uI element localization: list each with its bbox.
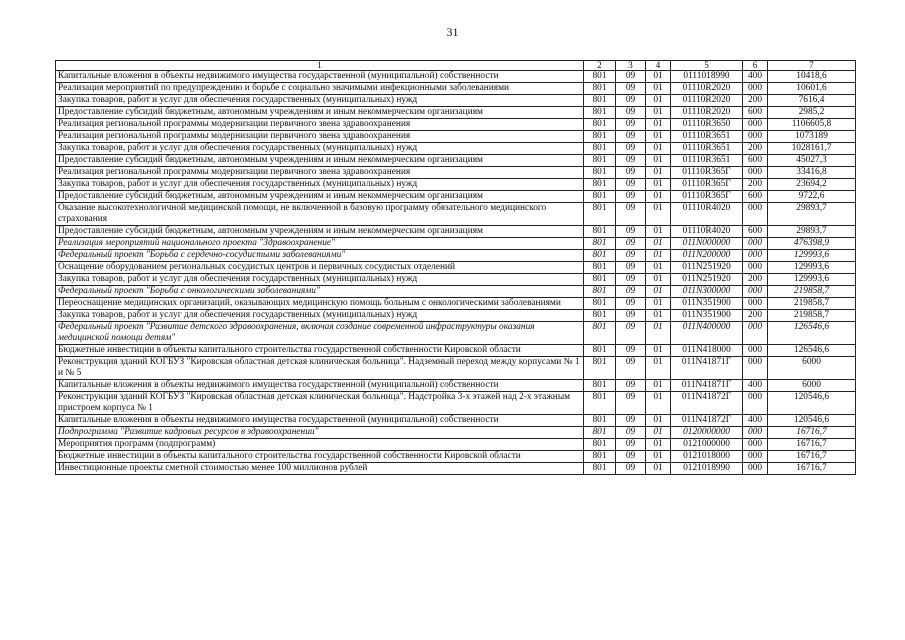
row-rz: 09 xyxy=(616,71,646,83)
row-name: Оснащение оборудованием региональных сосудистых центров и первичных сосудистых отделений xyxy=(56,262,584,274)
table-row xyxy=(56,427,856,439)
row-ved: 801 xyxy=(584,322,616,345)
budget-table xyxy=(55,60,856,475)
row-pr: 01 xyxy=(646,250,671,262)
page-number: 31 xyxy=(446,25,459,39)
header-col-pr: 4 xyxy=(646,61,671,71)
table-row xyxy=(56,451,856,463)
row-ved: 801 xyxy=(584,83,616,95)
row-rz: 09 xyxy=(616,427,646,439)
row-rz: 09 xyxy=(616,463,646,475)
row-pr: 01 xyxy=(646,143,671,155)
row-name: Предоставление субсидий бюджетным, автономным учреждениям и иным некоммерческим организациям xyxy=(56,191,584,203)
row-cs: 01110R3651 xyxy=(671,131,743,143)
row-rz: 09 xyxy=(616,298,646,310)
row-ved: 801 xyxy=(584,274,616,286)
row-vr: 000 xyxy=(743,238,768,250)
row-rz: 09 xyxy=(616,95,646,107)
row-pr: 01 xyxy=(646,310,671,322)
row-name: Подпрограмма "Развитие кадровых ресурсов в здравоохранении" xyxy=(56,427,584,439)
row-ved: 801 xyxy=(584,107,616,119)
row-pr: 01 xyxy=(646,451,671,463)
header-col-sum: 7 xyxy=(768,61,856,71)
row-pr: 01 xyxy=(646,439,671,451)
row-pr: 01 xyxy=(646,380,671,392)
row-sum: 16716,7 xyxy=(768,427,856,439)
row-cs: 011N418000 xyxy=(671,345,743,357)
row-rz: 09 xyxy=(616,439,646,451)
row-name: Реализация региональной программы модернизации первичного звена здравоохранения xyxy=(56,131,584,143)
row-rz: 09 xyxy=(616,143,646,155)
row-cs: 011N400000 xyxy=(671,322,743,345)
table-row xyxy=(56,191,856,203)
table-row xyxy=(56,83,856,95)
row-cs: 011N251920 xyxy=(671,274,743,286)
row-cs: 011N41871Г xyxy=(671,380,743,392)
header-col-vr: 6 xyxy=(743,61,768,71)
row-name: Реализация региональной программы модернизации первичного звена здравоохранения xyxy=(56,119,584,131)
row-sum: 10601,6 xyxy=(768,83,856,95)
row-pr: 01 xyxy=(646,262,671,274)
row-sum: 126546,6 xyxy=(768,345,856,357)
row-sum: 219858,7 xyxy=(768,298,856,310)
row-vr: 000 xyxy=(743,250,768,262)
row-ved: 801 xyxy=(584,191,616,203)
table-row xyxy=(56,95,856,107)
row-ved: 801 xyxy=(584,167,616,179)
row-vr: 000 xyxy=(743,262,768,274)
row-vr: 200 xyxy=(743,143,768,155)
row-name: Предоставление субсидий бюджетным, автономным учреждениям и иным некоммерческим организациям xyxy=(56,226,584,238)
row-vr: 200 xyxy=(743,310,768,322)
row-vr: 600 xyxy=(743,107,768,119)
row-rz: 09 xyxy=(616,310,646,322)
row-rz: 09 xyxy=(616,392,646,415)
row-name: Закупка товаров, работ и услуг для обеспечения государственных (муниципальных) нужд xyxy=(56,95,584,107)
header-col-ved: 2 xyxy=(584,61,616,71)
row-cs: 01110R3651 xyxy=(671,143,743,155)
row-ved: 801 xyxy=(584,439,616,451)
row-pr: 01 xyxy=(646,415,671,427)
row-vr: 000 xyxy=(743,345,768,357)
row-name: Оказание высокотехнологичной медицинской помощи, не включенной в базовую программу обязательного медицинского страхования xyxy=(56,203,584,226)
row-cs: 01110R2020 xyxy=(671,83,743,95)
row-rz: 09 xyxy=(616,250,646,262)
row-name: Реализация региональной программы модернизации первичного звена здравоохранения xyxy=(56,167,584,179)
row-pr: 01 xyxy=(646,167,671,179)
row-ved: 801 xyxy=(584,310,616,322)
row-pr: 01 xyxy=(646,119,671,131)
row-name: Переоснащение медицинских организаций, оказывающих медицинскую помощь больным с онкологическими заболеваниями xyxy=(56,298,584,310)
table-row xyxy=(56,345,856,357)
row-vr: 200 xyxy=(743,274,768,286)
row-ved: 801 xyxy=(584,451,616,463)
row-pr: 01 xyxy=(646,155,671,167)
row-vr: 400 xyxy=(743,71,768,83)
row-pr: 01 xyxy=(646,71,671,83)
row-pr: 01 xyxy=(646,203,671,226)
table-row xyxy=(56,322,856,345)
row-name: Реализация мероприятий по предупреждению и борьбе с социально значимыми инфекционными заболеваниями xyxy=(56,83,584,95)
row-cs: 01110R365Г xyxy=(671,167,743,179)
row-name: Капитальные вложения в объекты недвижимого имущества государственной (муниципальной) собственности xyxy=(56,415,584,427)
row-pr: 01 xyxy=(646,392,671,415)
row-sum: 6000 xyxy=(768,380,856,392)
row-sum: 1028161,7 xyxy=(768,143,856,155)
row-name: Федеральный проект "Развитие детского здравоохранения, включая создание современной инфраструктуры оказания медицинской помощи детям" xyxy=(56,322,584,345)
row-sum: 219858,7 xyxy=(768,310,856,322)
row-sum: 2985,2 xyxy=(768,107,856,119)
row-sum: 219858,7 xyxy=(768,286,856,298)
row-cs: 011N41872Г xyxy=(671,392,743,415)
row-sum: 16716,7 xyxy=(768,451,856,463)
row-vr: 000 xyxy=(743,83,768,95)
row-ved: 801 xyxy=(584,226,616,238)
row-sum: 126546,6 xyxy=(768,322,856,345)
row-name: Реконструкция зданий КОГБУЗ "Кировская областная детская клиническая больница". Надземный переход между корпусами № 1 и № 5 xyxy=(56,357,584,380)
row-pr: 01 xyxy=(646,179,671,191)
row-rz: 09 xyxy=(616,415,646,427)
row-cs: 0120000000 xyxy=(671,427,743,439)
row-rz: 09 xyxy=(616,167,646,179)
row-name: Закупка товаров, работ и услуг для обеспечения государственных (муниципальных) нужд xyxy=(56,310,584,322)
row-vr: 000 xyxy=(743,286,768,298)
row-cs: 01110R2020 xyxy=(671,107,743,119)
table-row xyxy=(56,71,856,83)
row-cs: 01110R4020 xyxy=(671,226,743,238)
row-ved: 801 xyxy=(584,392,616,415)
row-cs: 0121000000 xyxy=(671,439,743,451)
row-ved: 801 xyxy=(584,380,616,392)
row-vr: 200 xyxy=(743,95,768,107)
row-vr: 000 xyxy=(743,451,768,463)
table-row xyxy=(56,392,856,415)
table-row xyxy=(56,415,856,427)
row-rz: 09 xyxy=(616,107,646,119)
row-vr: 600 xyxy=(743,226,768,238)
row-cs: 011N41872Г xyxy=(671,415,743,427)
row-name: Капитальные вложения в объекты недвижимого имущества государственной (муниципальной) собственности xyxy=(56,71,584,83)
row-pr: 01 xyxy=(646,357,671,380)
table-row xyxy=(56,167,856,179)
row-ved: 801 xyxy=(584,345,616,357)
row-ved: 801 xyxy=(584,155,616,167)
row-vr: 000 xyxy=(743,427,768,439)
table-row xyxy=(56,298,856,310)
table-row xyxy=(56,262,856,274)
row-rz: 09 xyxy=(616,203,646,226)
row-pr: 01 xyxy=(646,463,671,475)
row-vr: 400 xyxy=(743,415,768,427)
row-rz: 09 xyxy=(616,274,646,286)
header-col-name: 1 xyxy=(56,61,584,71)
row-name: Предоставление субсидий бюджетным, автономным учреждениям и иным некоммерческим организациям xyxy=(56,155,584,167)
row-sum: 29893,7 xyxy=(768,203,856,226)
table-row xyxy=(56,439,856,451)
row-cs: 0121018990 xyxy=(671,463,743,475)
row-cs: 01110R2020 xyxy=(671,95,743,107)
row-vr: 000 xyxy=(743,131,768,143)
row-rz: 09 xyxy=(616,357,646,380)
row-ved: 801 xyxy=(584,463,616,475)
table-row xyxy=(56,203,856,226)
row-name: Инвестиционные проекты сметной стоимостью менее 100 миллионов рублей xyxy=(56,463,584,475)
row-cs: 01110R3650 xyxy=(671,119,743,131)
table-row xyxy=(56,274,856,286)
table-row xyxy=(56,238,856,250)
row-pr: 01 xyxy=(646,226,671,238)
row-cs: 01110R365Г xyxy=(671,191,743,203)
row-cs: 0121018000 xyxy=(671,451,743,463)
table-row xyxy=(56,155,856,167)
row-sum: 120546,6 xyxy=(768,415,856,427)
table-row xyxy=(56,107,856,119)
header-col-rz: 3 xyxy=(616,61,646,71)
row-sum: 120546,6 xyxy=(768,392,856,415)
row-name: Федеральный проект "Борьба с онкологическими заболеваниями" xyxy=(56,286,584,298)
row-ved: 801 xyxy=(584,238,616,250)
row-cs: 011N251920 xyxy=(671,262,743,274)
table-row xyxy=(56,357,856,380)
row-pr: 01 xyxy=(646,131,671,143)
row-rz: 09 xyxy=(616,380,646,392)
row-vr: 000 xyxy=(743,167,768,179)
row-rz: 09 xyxy=(616,322,646,345)
row-pr: 01 xyxy=(646,191,671,203)
row-ved: 801 xyxy=(584,131,616,143)
row-cs: 011N351900 xyxy=(671,310,743,322)
row-name: Мероприятия программ (подпрограмм) xyxy=(56,439,584,451)
row-sum: 45027,3 xyxy=(768,155,856,167)
row-pr: 01 xyxy=(646,345,671,357)
table-row xyxy=(56,143,856,155)
table-row xyxy=(56,310,856,322)
row-cs: 011N000000 xyxy=(671,238,743,250)
row-rz: 09 xyxy=(616,155,646,167)
row-sum: 16716,7 xyxy=(768,439,856,451)
row-ved: 801 xyxy=(584,95,616,107)
row-sum: 6000 xyxy=(768,357,856,380)
row-sum: 16716,7 xyxy=(768,463,856,475)
row-cs: 011N300000 xyxy=(671,286,743,298)
row-name: Реконструкция зданий КОГБУЗ "Кировская областная детская клиническая больница". Надстройка 3-х этажей над 2-х этажным пристроем корпуса № 1 xyxy=(56,392,584,415)
row-ved: 801 xyxy=(584,71,616,83)
row-pr: 01 xyxy=(646,83,671,95)
row-vr: 400 xyxy=(743,380,768,392)
row-pr: 01 xyxy=(646,238,671,250)
row-vr: 000 xyxy=(743,357,768,380)
row-vr: 000 xyxy=(743,322,768,345)
table-row xyxy=(56,286,856,298)
row-cs: 01110R3651 xyxy=(671,155,743,167)
row-pr: 01 xyxy=(646,286,671,298)
header-col-cs: 5 xyxy=(671,61,743,71)
row-sum: 129993,6 xyxy=(768,274,856,286)
row-vr: 000 xyxy=(743,463,768,475)
row-vr: 600 xyxy=(743,155,768,167)
row-sum: 23694,2 xyxy=(768,179,856,191)
table-header-row xyxy=(56,61,856,71)
row-ved: 801 xyxy=(584,143,616,155)
table-row xyxy=(56,226,856,238)
table-row xyxy=(56,380,856,392)
row-name: Реализация мероприятий национального проекта "Здравоохранение" xyxy=(56,238,584,250)
row-rz: 09 xyxy=(616,286,646,298)
row-sum: 29893,7 xyxy=(768,226,856,238)
row-rz: 09 xyxy=(616,262,646,274)
row-sum: 10418,6 xyxy=(768,71,856,83)
table-row xyxy=(56,250,856,262)
row-sum: 129993,6 xyxy=(768,250,856,262)
row-ved: 801 xyxy=(584,250,616,262)
row-cs: 01110R4020 xyxy=(671,203,743,226)
row-ved: 801 xyxy=(584,179,616,191)
row-ved: 801 xyxy=(584,119,616,131)
row-rz: 09 xyxy=(616,131,646,143)
row-rz: 09 xyxy=(616,226,646,238)
table-row xyxy=(56,179,856,191)
row-name: Федеральный проект "Борьба с сердечно-сосудистыми заболеваниями" xyxy=(56,250,584,262)
row-rz: 09 xyxy=(616,191,646,203)
row-vr: 000 xyxy=(743,203,768,226)
row-vr: 000 xyxy=(743,298,768,310)
row-name: Закупка товаров, работ и услуг для обеспечения государственных (муниципальных) нужд xyxy=(56,274,584,286)
row-pr: 01 xyxy=(646,274,671,286)
row-pr: 01 xyxy=(646,427,671,439)
row-ved: 801 xyxy=(584,286,616,298)
row-ved: 801 xyxy=(584,357,616,380)
row-pr: 01 xyxy=(646,95,671,107)
row-vr: 200 xyxy=(743,179,768,191)
row-sum: 476398,9 xyxy=(768,238,856,250)
row-cs: 011N200000 xyxy=(671,250,743,262)
table-row xyxy=(56,119,856,131)
row-pr: 01 xyxy=(646,298,671,310)
row-ved: 801 xyxy=(584,203,616,226)
row-cs: 01110R365Г xyxy=(671,179,743,191)
table-row xyxy=(56,463,856,475)
row-name: Закупка товаров, работ и услуг для обеспечения государственных (муниципальных) нужд xyxy=(56,143,584,155)
table-row xyxy=(56,131,856,143)
row-cs: 0111018990 xyxy=(671,71,743,83)
row-sum: 129993,6 xyxy=(768,262,856,274)
row-rz: 09 xyxy=(616,119,646,131)
row-vr: 600 xyxy=(743,191,768,203)
row-sum: 9722,6 xyxy=(768,191,856,203)
row-ved: 801 xyxy=(584,298,616,310)
row-sum: 1073189 xyxy=(768,131,856,143)
row-name: Бюджетные инвестиции в объекты капитального строительства государственной собственности Кировской области xyxy=(56,451,584,463)
row-name: Бюджетные инвестиции в объекты капитального строительства государственной собственности Кировской области xyxy=(56,345,584,357)
row-name: Закупка товаров, работ и услуг для обеспечения государственных (муниципальных) нужд xyxy=(56,179,584,191)
row-rz: 09 xyxy=(616,238,646,250)
row-sum: 7616,4 xyxy=(768,95,856,107)
row-rz: 09 xyxy=(616,179,646,191)
row-cs: 011N41871Г xyxy=(671,357,743,380)
row-cs: 011N351900 xyxy=(671,298,743,310)
row-ved: 801 xyxy=(584,415,616,427)
row-rz: 09 xyxy=(616,451,646,463)
row-rz: 09 xyxy=(616,83,646,95)
row-rz: 09 xyxy=(616,345,646,357)
row-name: Предоставление субсидий бюджетным, автономным учреждениям и иным некоммерческим организациям xyxy=(56,107,584,119)
row-vr: 000 xyxy=(743,439,768,451)
row-vr: 000 xyxy=(743,119,768,131)
row-ved: 801 xyxy=(584,262,616,274)
row-ved: 801 xyxy=(584,427,616,439)
row-pr: 01 xyxy=(646,322,671,345)
row-sum: 33416,8 xyxy=(768,167,856,179)
row-vr: 000 xyxy=(743,392,768,415)
row-pr: 01 xyxy=(646,107,671,119)
row-name: Капитальные вложения в объекты недвижимого имущества государственной (муниципальной) собственности xyxy=(56,380,584,392)
row-sum: 1106605,8 xyxy=(768,119,856,131)
